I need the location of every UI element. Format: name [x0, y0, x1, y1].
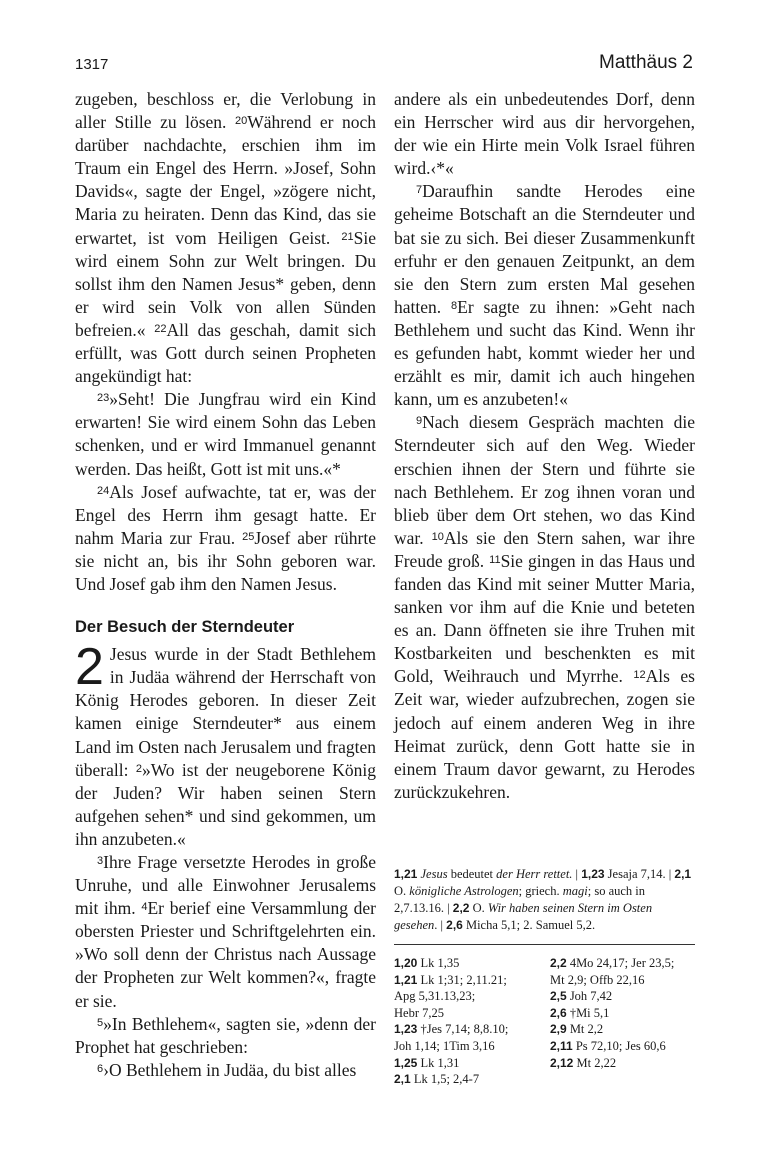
verse-number: 5 — [97, 1016, 104, 1029]
paragraph: zugeben, beschloss er, die Verlobung in aller Stille zu lösen. $^{20}$Während er noch darüber nachdachte, erschien ihm im Traum ein Engel des Herrn. »Josef, Sohn Davids«, sagte der Engel, »zögere nicht, Maria zu heiraten. Denn das Kind, das sie erwartet, ist vom Heiligen Geist. $^{21}$Sie wird einem Sohn zur Welt bringen. Du sollst ihm den Namen Jesus* geben, denn er wird sein Volk von allen Sünden befreien.« $^{22}$All das geschah, damit sich erfüllt, was Gott durch seinen Propheten angekündigt hat: — [75, 89, 376, 387]
verse-number: 21 — [341, 230, 354, 243]
cross-ref: 2,6 †Mi 5,1 — [550, 1005, 610, 1020]
cross-ref: 2,1 Lk 1,5; 2,4-7 — [394, 1072, 480, 1087]
cross-ref: 2,9 Mt 2,2 — [550, 1022, 604, 1037]
running-title: Matthäus 2 — [599, 52, 693, 73]
verse-number: 8 — [451, 299, 458, 312]
verse-number: 4 — [141, 901, 148, 914]
cross-ref-column-right — [550, 955, 695, 1071]
paragraph: 2 Jesus wurde in der Stadt Bethlehem in Judäa während der Herrschaft von König Herodes geboren. In dieser Zeit kamen einige Sterndeuter* aus einem Land im Osten nach Jerusalem und fragten überall: $^2$»Wo ist der neugeborene König der Juden? Wir haben seinen Stern aufgehen sehen* und sind gekommen, um ihn anzubeten.« — [75, 638, 376, 849]
footnote-ref: 2,1 — [674, 867, 692, 881]
right-column — [394, 88, 695, 804]
section-heading: Der Besuch der Sterndeuter — [75, 618, 295, 637]
footnote-ref: 2,6 — [446, 918, 463, 932]
cross-ref: 1,23 †Jes 7,14; 8,8.10; — [394, 1022, 509, 1037]
verse-number: 12 — [633, 669, 646, 682]
paragraph: $^6$›O Bethlehem in Judäa, du bist alles — [97, 1059, 357, 1080]
verse-number: 2 — [135, 762, 142, 775]
verse-number: 10 — [431, 530, 444, 543]
cross-ref-column-left — [394, 955, 544, 1088]
chapter-number: 2 — [75, 638, 104, 697]
paragraph: $^3$Ihre Frage versetzte Herodes in große Unruhe, und alle Einwohner Jerusalems mit ihm. $^4$Er berief eine Versammlung der obersten Priester und Schriftgelehrten ein. »Wo soll denn der Christus nach Aussage der Propheten zur Welt kommen?«, fragte er sie. — [75, 852, 377, 1011]
footnote-ref: 1,21 — [394, 867, 418, 881]
cross-ref: Apg 5,31.13,23; — [394, 989, 476, 1004]
left-column — [75, 88, 376, 1082]
cross-ref: 2,11 Ps 72,10; Jes 60,6 — [550, 1038, 666, 1053]
verse-number: 3 — [97, 855, 104, 867]
footnote-ref: 1,23 — [581, 867, 605, 881]
footnotes: 1,21 Jesus bedeutet der Herr rettet. | 1,23 Jesaja 7,14. | 2,1 O. königliche Astrologen; griech. magi; so auch in 2,7.13.16. | 2,2 O. Wir haben seinen Stern im Osten gesehen. | 2,6 Micha 5,1; 2. Samuel 5,2. — [394, 867, 692, 932]
page-header — [0, 0, 768, 80]
paragraph: andere als ein unbedeutendes Dorf, denn ein Herrscher wird aus dir hervorgehen, der wie ein Hirte mein Volk Israel führen wird.‹*« — [394, 89, 695, 179]
cross-ref: 1,20 Lk 1,35 — [394, 956, 460, 970]
verse-number: 20 — [234, 115, 248, 128]
paragraph: $^{24}$Als Josef aufwachte, tat er, was der Engel des Herrn ihm gesagt hatte. Er nahm Maria zur Frau. $^{25}$Josef aber rührte sie nicht an, bis ihr Sohn geboren war. Und Josef gab ihm den Namen Jesus. — [75, 481, 376, 594]
cross-ref: Mt 2,9; Offb 22,16 — [550, 972, 645, 987]
cross-ref: 1,21 Lk 1;31; 2,11.21; — [394, 972, 507, 987]
cross-ref: 1,25 Lk 1,31 — [394, 1055, 460, 1070]
paragraph: $^7$Daraufhin sandte Herodes eine geheime Botschaft an die Sterndeuter und bat sie zu sich. Bei dieser Zusammenkunft erfuhr er den genauen Zeitpunkt, an dem sie den Stern zum ersten Mal gesehen hatten. $^8$Er sagte zu ihnen: »Geht nach Bethlehem und sucht das Kind. Wenn ihr es gefunden habt, kommt wieder her und erzählt es mir, damit ich auch hingehen kann, um es anzubeten!« — [394, 181, 695, 410]
verse-number: 23 — [97, 392, 110, 405]
divider — [394, 944, 695, 945]
paragraph: $^5$»In Bethlehem«, sagten sie, »denn der Prophet hat geschrieben: — [75, 1013, 376, 1057]
cross-ref: 2,2 4Mo 24,17; Jer 23,5; — [550, 956, 675, 970]
footnote-ref: 2,2 — [452, 901, 470, 915]
cross-ref: 2,5 Joh 7,42 — [550, 989, 613, 1004]
page-number: 1317 — [75, 56, 109, 73]
cross-ref: Joh 1,14; 1Tim 3,16 — [394, 1038, 495, 1053]
verse-number: 24 — [97, 484, 110, 497]
verse-number: 22 — [154, 322, 167, 335]
verse-number: 25 — [242, 530, 255, 543]
cross-ref: Hebr 7,25 — [394, 1005, 444, 1020]
cross-ref: 2,12 Mt 2,22 — [550, 1055, 617, 1070]
verse-number: 7 — [416, 184, 423, 197]
verse-number: 11 — [489, 553, 501, 566]
paragraph: $^9$Nach diesem Gespräch machten die Sterndeuter sich auf den Weg. Wieder erschien ihnen der Stern und führte sie nach Bethlehem. Er zog ihnen voran und blieb über dem Ort stehen, wo das Kind war. $^{10}$Als sie den Stern sahen, war ihre Freude groß. $^{11}$Sie gingen in das Haus und fanden das Kind mit seiner Mutter Maria, sanken vor ihm auf die Knie und beteten es an. Dann öffneten sie ihre Truhen mit Kostbarkeiten und beschenkten es mit Gold, Weihrauch und Myrrhe. $^{12}$Als es Zeit war, wieder aufzubrechen, zogen sie jedoch auf einem anderen Weg in ihre Heimat zurück, denn Gott hatte sie in einem Traum davor gewarnt, zu Herodes zurückzukehren. — [394, 412, 695, 802]
paragraph: $^{23}$»Seht! Die Jungfrau wird ein Kind erwarten! Sie wird einem Sohn das Leben schenken, und er wird Immanuel genannt werden. Das heißt, Gott ist mit uns.«* — [75, 389, 376, 479]
verse-number: 6 — [97, 1062, 104, 1075]
verse-number: 9 — [416, 415, 423, 428]
